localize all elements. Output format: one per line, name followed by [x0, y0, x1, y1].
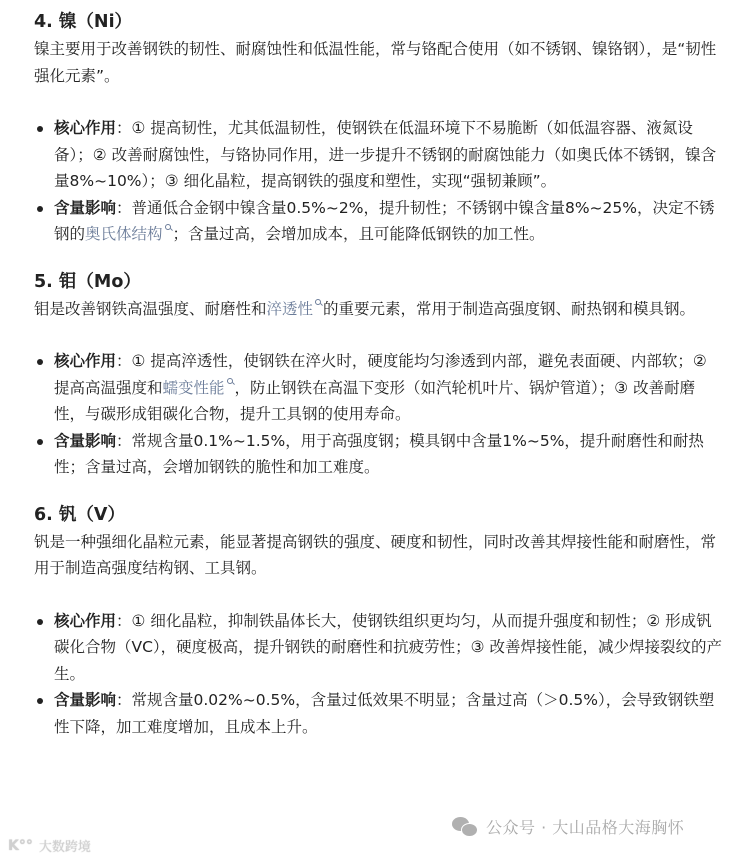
bullet-dot-icon [37, 206, 43, 212]
intro-text: 的重要元素，常用于制造高强度钢、耐热钢和模具钢。 [323, 299, 696, 318]
bullet-dot-icon [37, 619, 43, 625]
section-vanadium [34, 501, 724, 741]
bullet-label: 含量影响 [54, 198, 117, 217]
section-spacer [34, 481, 724, 501]
section-nickel [34, 8, 724, 248]
bullet-list-molybdenum [34, 348, 724, 481]
bullet-text: ，防止钢铁在高温下变形（如汽轮机叶片、锅炉管道）；③ 改善耐磨性，与碳形成钼碳化合物，提升工具钢的使用寿命。 [54, 378, 696, 423]
bullet-label: 核心作用 [54, 119, 117, 137]
section-intro-molybdenum [34, 296, 724, 323]
wechat-icon [452, 817, 478, 837]
list-item [34, 115, 724, 195]
section-title-nickel: 4. 镍（Ni） [34, 12, 133, 32]
list-item [34, 608, 724, 688]
watermark-text: 大数跨境 [38, 840, 91, 855]
section-title-molybdenum: 5. 钼（Mo） [34, 271, 141, 292]
watermark-text: 公众号 · 大山品格大海胸怀 [486, 818, 685, 837]
bullet-text: ：普通低合金钢中镍含量0.5%~2%，提升韧性；不锈钢中镍含量8%~25%，决定不锈钢的 [54, 198, 715, 243]
list-item [34, 195, 724, 248]
search-icon[interactable] [164, 223, 173, 233]
brand-logo-icon: K°° [8, 837, 33, 854]
source-watermark [8, 836, 91, 855]
section-molybdenum [34, 268, 724, 481]
search-icon[interactable] [226, 377, 235, 387]
bullet-list-nickel [34, 115, 724, 248]
bullet-text: ：① 提高韧性，尤其低温韧性，使钢铁在低温环境下不易脆断（如低温容器、液氮设备）；② 改善耐腐蚀性，与铬协同作用，进一步提升不锈钢的耐腐蚀能力（如奥氏体不锈钢，镍含量8%~10%）；③ 细化晶粒，提高钢铁的强度和塑性，实现“强韧兼顾”。 [54, 119, 717, 190]
bullet-label: 核心作用 [54, 611, 117, 630]
list-item [34, 687, 724, 740]
section-intro-vanadium: 钒是一种强细化晶粒元素，能显著提高钢铁的强度、硬度和韧性，同时改善其焊接性能和耐磨性，常用于制造高强度结构钢、工具钢。 [34, 532, 717, 577]
search-icon[interactable] [314, 298, 323, 308]
bullet-label: 核心作用 [54, 352, 117, 370]
bullet-text: ：① 提高淬透性，使钢铁在淬火时，硬度能均匀渗透到内部，避免表面硬、内部软；② 提高高温强度和 [54, 352, 707, 397]
keyword-link-austenite[interactable]: 奥氏体结构 [85, 225, 163, 243]
bullet-text: ：① 细化晶粒，抑制铁晶体长大，使钢铁组织更均匀，从而提升强度和韧性；② 形成钒碳化合物（VC），硬度极高，提升钢铁的耐磨性和抗疲劳性；③ 改善焊接性能，减少焊接裂纹的产生。 [54, 611, 723, 683]
section-spacer [34, 248, 724, 268]
bullet-dot-icon [37, 698, 43, 704]
keyword-link-creep[interactable]: 蠕变性能 [162, 378, 225, 397]
section-intro-nickel: 镍主要用于改善钢铁的韧性、耐腐蚀性和低温性能，常与铬配合使用（如不锈钢、镍铬钢），是“韧性强化元素”。 [34, 40, 717, 85]
wechat-watermark [452, 815, 684, 838]
article-body [34, 8, 724, 740]
bullet-text: ；含量过高，会增加成本，且可能降低钢铁的加工性。 [172, 225, 545, 243]
bullet-list-vanadium [34, 608, 724, 741]
bullet-label: 含量影响 [54, 431, 117, 450]
bullet-text: ：常规含量0.1%~1.5%，用于高强度钢；模具钢中含量1%~5%，提升耐磨性和耐热性；含量过高，会增加钢铁的脆性和加工难度。 [54, 431, 704, 476]
bullet-dot-icon [37, 439, 43, 445]
intro-text: 钼是改善钢铁高温强度、耐磨性和 [34, 299, 267, 318]
list-item [34, 348, 724, 428]
bullet-text: ：常规含量0.02%~0.5%，含量过低效果不明显；含量过高（＞0.5%），会导致钢铁塑性下降，加工难度增加，且成本上升。 [54, 691, 715, 736]
bullet-dot-icon [37, 126, 43, 132]
keyword-link-hardenability[interactable]: 淬透性 [266, 299, 314, 318]
bullet-label: 含量影响 [54, 691, 117, 709]
section-title-vanadium: 6. 钒（V） [34, 504, 125, 525]
list-item [34, 428, 724, 481]
bullet-dot-icon [37, 359, 43, 365]
